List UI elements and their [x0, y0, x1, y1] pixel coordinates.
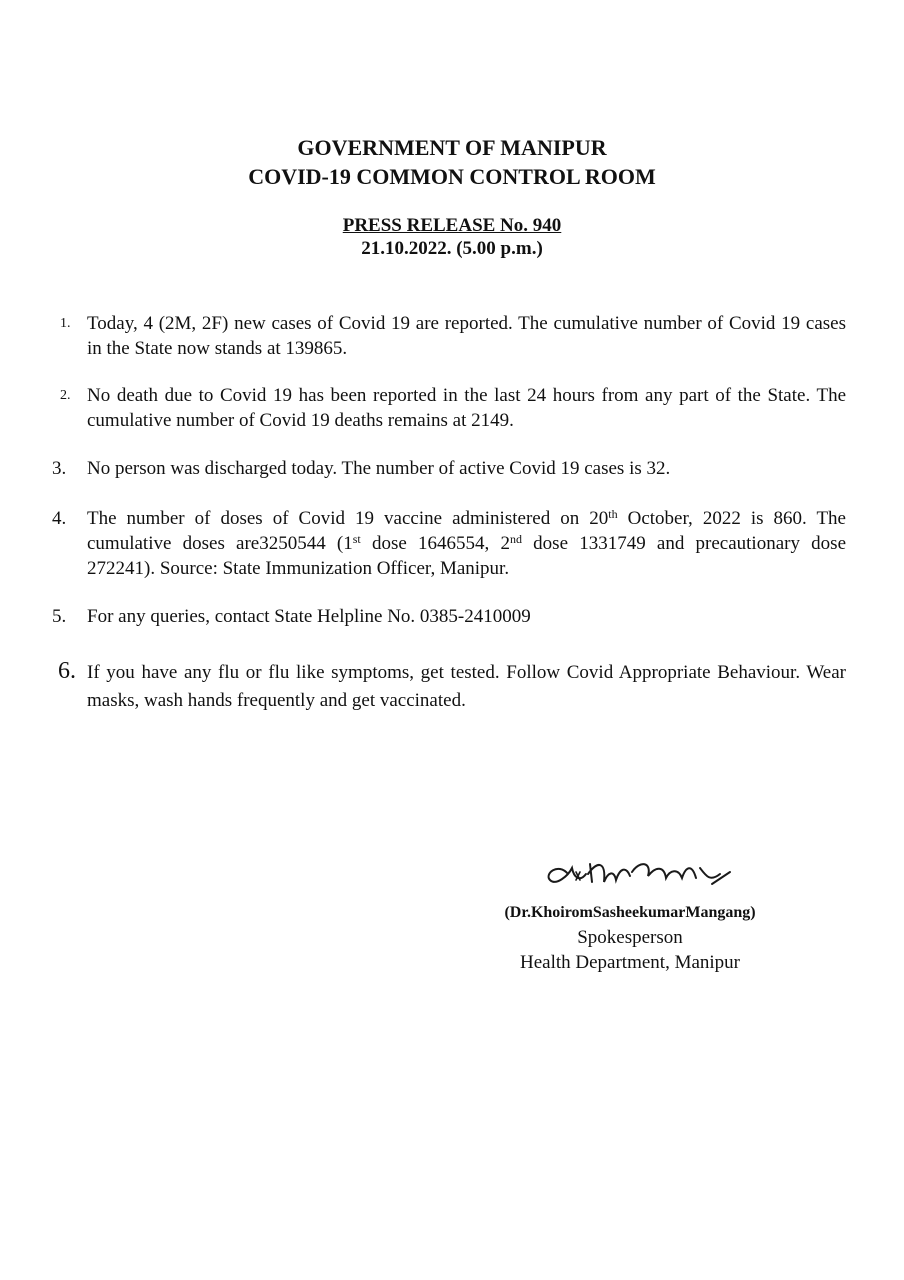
press-release-number: PRESS RELEASE No. 940 — [342, 215, 562, 236]
list-item — [52, 659, 846, 715]
list-item-text: No person was discharged today. The number of active Covid 19 cases is 32. — [87, 458, 671, 479]
signature-image — [540, 852, 740, 892]
press-release-datetime: 21.10.2022. (5.00 p.m.) — [361, 238, 543, 259]
control-room-title: COVID-19 COMMON CONTROL ROOM — [248, 164, 656, 189]
list-item-text: The number of doses of Covid 19 vaccine administered on 20th October, 2022 is 860. The cumulative doses are3250544 (1st dose 1646554, 2nd dose 1331749 and precautionary dose 272241). Source: State Immunization Officer, Manipur. — [87, 507, 847, 579]
press-release-heading — [0, 214, 904, 260]
list-item — [52, 456, 846, 481]
list-item — [52, 506, 846, 581]
list-item-text: Today, 4 (2M, 2F) new cases of Covid 19 are reported. The cumulative number of Covid 19 cases in the State now stands at 139865. — [87, 313, 846, 359]
list-item — [52, 311, 846, 361]
signatory-block — [470, 901, 790, 975]
list-item-number: 1. — [60, 316, 71, 331]
list-item — [52, 604, 846, 629]
list-item-number: 3. — [52, 458, 67, 479]
signatory-name: (Dr.KhoiromSasheekumarMangang) — [504, 904, 756, 921]
list-item-number: 4. — [52, 508, 67, 529]
document-header — [0, 133, 904, 191]
list-item-number: 2. — [60, 388, 71, 403]
list-item-text: If you have any flu or flu like symptoms, get tested. Follow Covid Appropriate Behaviour. Wear masks, wash hands frequently and get vaccinated. — [87, 662, 846, 711]
government-title: GOVERNMENT OF MANIPUR — [297, 135, 607, 160]
signatory-designation: Spokesperson — [577, 927, 683, 948]
list-item-number: 5. — [52, 606, 67, 627]
list-item — [52, 383, 846, 433]
list-item-number: 6. — [58, 658, 76, 684]
list-item-text: No death due to Covid 19 has been reported in the last 24 hours from any part of the State. The cumulative number of Covid 19 deaths remains at 2149. — [87, 385, 846, 431]
signatory-department: Health Department, Manipur — [519, 952, 740, 973]
list-item-text: For any queries, contact State Helpline No. 0385-2410009 — [87, 606, 531, 627]
